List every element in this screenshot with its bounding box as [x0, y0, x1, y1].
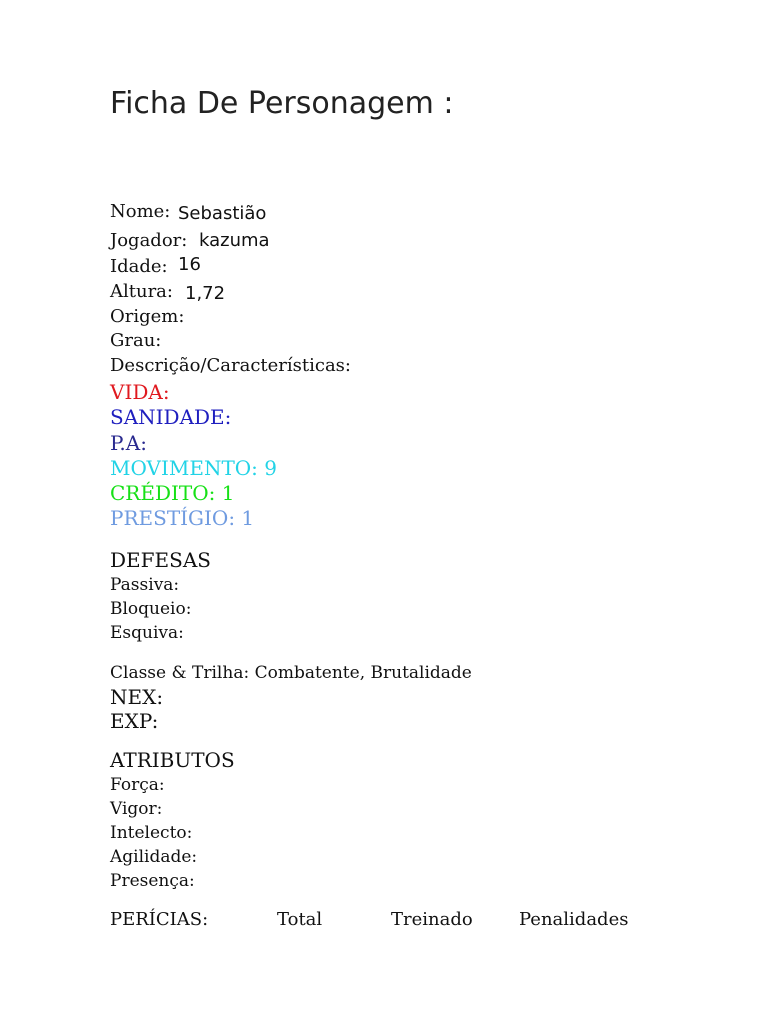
defesa-passiva: Passiva: — [110, 575, 180, 595]
pericias-col-total: Total — [277, 909, 323, 930]
pericias-heading: PERÍCIAS: — [110, 909, 209, 930]
idade-value: 16 — [178, 254, 201, 275]
origem-label: Origem: — [110, 306, 185, 327]
nome-value: Sebastião — [178, 203, 267, 224]
atributo-vigor: Vigor: — [110, 799, 163, 819]
stat-credito: CRÉDITO: 1 — [110, 481, 235, 505]
defesa-bloqueio: Bloqueio: — [110, 599, 192, 619]
altura-label: Altura: — [110, 281, 173, 302]
altura-value: 1,72 — [185, 283, 226, 304]
atributo-intelecto: Intelecto: — [110, 823, 193, 843]
defesa-esquiva: Esquiva: — [110, 623, 184, 643]
stat-prestigio: PRESTÍGIO: 1 — [110, 506, 255, 530]
classe-trilha: Classe & Trilha: Combatente, Brutalidade — [110, 663, 472, 683]
stat-pa: P.A: — [110, 431, 147, 455]
nex-label: NEX: — [110, 685, 164, 709]
descricao-label: Descrição/Características: — [110, 355, 351, 376]
atributo-forca: Força: — [110, 775, 165, 795]
atributos-heading: ATRIBUTOS — [110, 748, 235, 772]
pericias-col-treinado: Treinado — [391, 909, 473, 930]
stat-movimento: MOVIMENTO: 9 — [110, 456, 278, 480]
jogador-value: kazuma — [199, 230, 270, 251]
atributo-presenca: Presença: — [110, 871, 195, 891]
page-title: Ficha De Personagem : — [110, 86, 454, 121]
atributo-agilidade: Agilidade: — [110, 847, 198, 867]
stat-sanidade: SANIDADE: — [110, 405, 232, 429]
jogador-label: Jogador: — [110, 230, 188, 251]
nome-label: Nome: — [110, 201, 171, 222]
exp-label: EXP: — [110, 709, 159, 733]
grau-label: Grau: — [110, 330, 162, 351]
defesas-heading: DEFESAS — [110, 548, 211, 572]
idade-label: Idade: — [110, 256, 168, 277]
stat-vida: VIDA: — [110, 380, 170, 404]
pericias-col-penalidades: Penalidades — [519, 909, 629, 930]
